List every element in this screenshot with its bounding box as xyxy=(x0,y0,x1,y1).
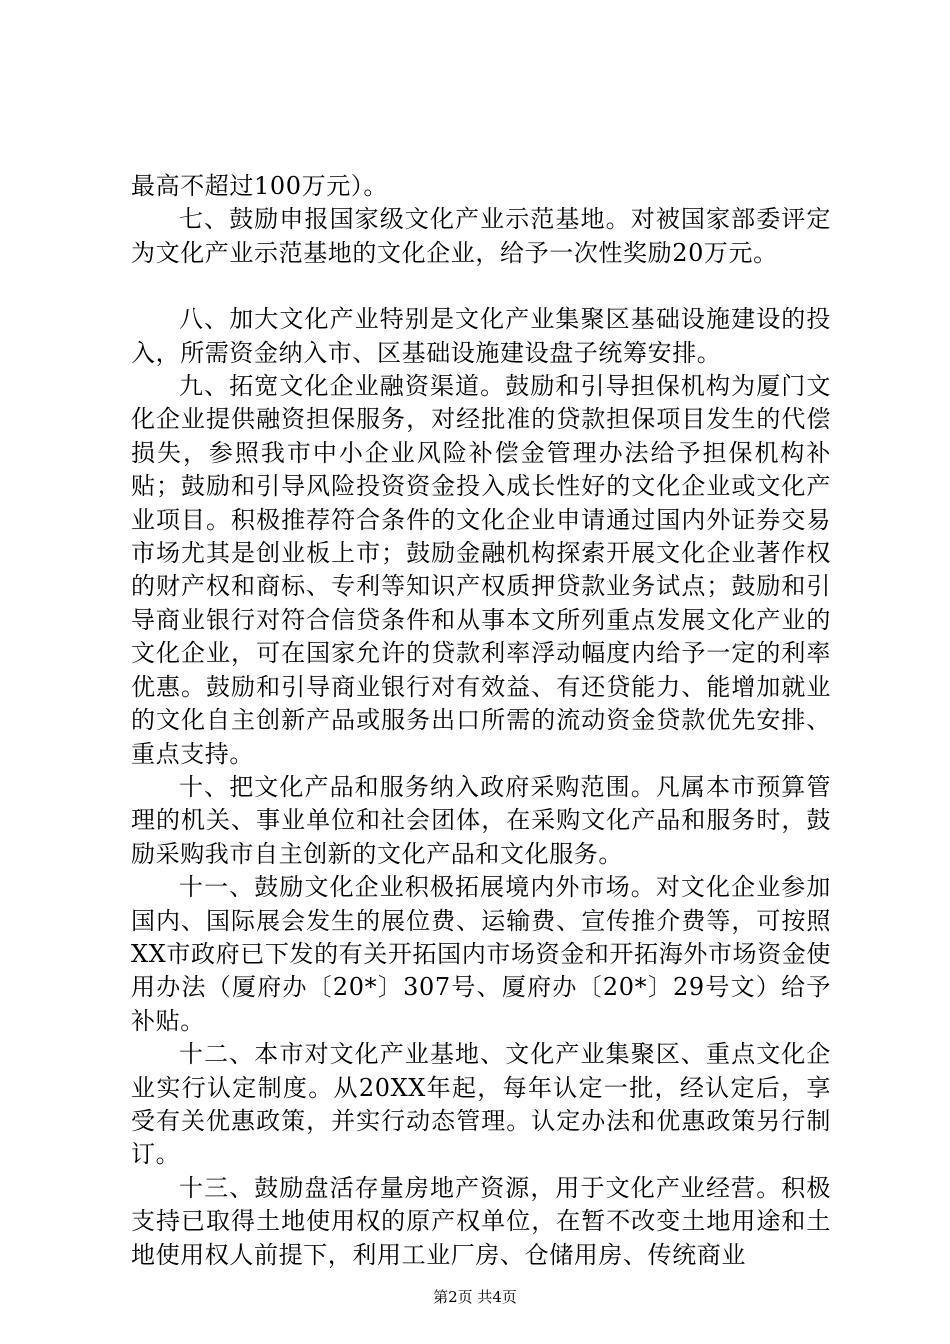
paragraph-item-12: 十二、本市对文化产业基地、文化产业集聚区、重点文化企业实行认定制度。从20XX年起，每年认定一批，经认定后，享受有关优惠政策，并实行动态管理。认定办法和优惠政策另行制订。 xyxy=(131,1040,831,1169)
paragraph-item-9: 九、拓宽文化企业融资渠道。鼓励和引导担保机构为厦门文化企业提供融资担保服务，对经批准的贷款担保项目发生的代偿损失，参照我市中小企业风险补偿金管理办法给予担保机构补贴；鼓励和引导风险投资资金投入成长性好的文化企业或文化产业项目。积极推荐符合条件的文化企业申请通过国内外证券交易市场尤其是创业板上市；鼓励金融机构探索开展文化企业著作权的财产权和商标、专利等知识产权质押贷款业务试点；鼓励和引导商业银行对符合信贷条件和从事本文所列重点发展文化产业的文化企业，可在国家允许的贷款利率浮动幅度内给予一定的利率优惠。鼓励和引导商业银行对有效益、有还贷能力、能增加就业的文化自主创新产品或服务出口所需的流动资金贷款优先安排、重点支持。 xyxy=(131,372,831,768)
document-body xyxy=(131,170,831,1272)
paragraph-continuation: 最高不超过100万元）。 xyxy=(131,172,389,200)
paragraph-item-13: 十三、鼓励盘活存量房地产资源，用于文化产业经营。积极支持已取得土地使用权的原产权单位，在暂不改变土地用途和土地使用权人前提下，利用工业厂房、仓储用房、传统商业 xyxy=(131,1173,831,1269)
page-number-footer: 第2页 共4页 xyxy=(433,1288,517,1306)
paragraph-item-10: 十、把文化产品和服务纳入政府采购范围。凡属本市预算管理的机关、事业单位和社会团体，在采购文化产品和服务时，鼓励采购我市自主创新的文化产品和文化服务。 xyxy=(131,772,831,868)
paragraph-item-11: 十一、鼓励文化企业积极拓展境内外市场。对文化企业参加国内、国际展会发生的展位费、运输费、宣传推介费等，可按照XX市政府已下发的有关开拓国内市场资金和开拓海外市场资金使用办法（厦府办〔20*〕307号、厦府办〔20*〕29号文）给予补贴。 xyxy=(131,873,831,1035)
paragraph-item-8: 八、加大文化产业特别是文化产业集聚区基础设施建设的投入，所需资金纳入市、区基础设施建设盘子统筹安排。 xyxy=(131,305,831,367)
paragraph-gap xyxy=(131,270,831,303)
paragraph-item-7: 七、鼓励申报国家级文化产业示范基地。对被国家部委评定为文化产业示范基地的文化企业，给予一次性奖励20万元。 xyxy=(131,205,831,267)
